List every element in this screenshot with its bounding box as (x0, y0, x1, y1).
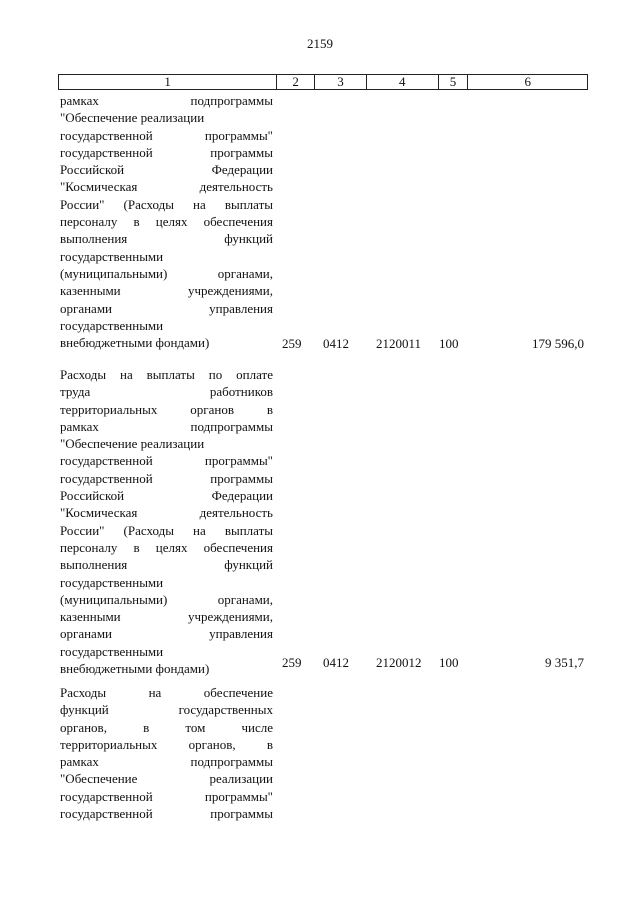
description-line: государственной программы" (60, 788, 273, 804)
table-header-row (58, 74, 588, 90)
description-line: труда работников (60, 384, 273, 400)
description-line: государственной программы" (60, 453, 273, 469)
description-line: персоналу в целях обеспечения (60, 214, 273, 230)
description-line: органами управления (60, 626, 273, 642)
description-line: России" (Расходы на выплаты (60, 196, 273, 212)
row-description (60, 684, 273, 822)
cell-amount: 179 596,0 (532, 336, 584, 351)
column-header-5: 5 (439, 75, 469, 89)
description-line: государственными (60, 574, 164, 590)
description-line: функций государственных (60, 702, 273, 718)
description-line: внебюджетными фондами) (60, 335, 210, 351)
column-header-4: 4 (367, 75, 439, 89)
description-line: Российской Федерации (60, 488, 273, 504)
description-line: территориальных органов в (60, 401, 273, 417)
cell-article: 2120012 (376, 655, 422, 670)
cell-section: 0412 (323, 655, 349, 670)
description-line: (муниципальными) органами, (60, 591, 273, 607)
description-line: выполнения функций (60, 557, 273, 573)
description-line: "Обеспечение реализации (60, 110, 205, 126)
description-line: России" (Расходы на выплаты (60, 522, 273, 538)
cell-code: 259 (282, 336, 302, 351)
description-line: органов, в том числе (60, 719, 273, 735)
column-header-1: 1 (59, 75, 277, 89)
description-line: государственными (60, 317, 164, 333)
description-line: казенными учреждениями, (60, 609, 273, 625)
description-line: государственной программы (60, 470, 273, 486)
description-line: государственными (60, 248, 164, 264)
description-line: Расходы на выплаты по оплате (60, 367, 273, 382)
description-line: персоналу в целях обеспечения (60, 539, 273, 555)
row-description (60, 366, 273, 677)
cell-article: 2120011 (376, 336, 422, 351)
cell-code: 259 (282, 655, 302, 670)
cell-amount: 9 351,7 (545, 655, 584, 670)
description-line: государственными (60, 643, 164, 659)
description-line: внебюджетными фондами) (60, 661, 210, 677)
description-line: "Обеспечение реализации (60, 436, 205, 452)
description-line: Расходы на обеспечение (60, 685, 273, 700)
column-header-6: 6 (524, 74, 531, 89)
description-line: (муниципальными) органами, (60, 265, 273, 281)
description-line: "Космическая деятельность (60, 179, 273, 195)
cell-section: 0412 (323, 336, 349, 351)
cell-expense-type: 100 (439, 655, 459, 670)
description-line: органами управления (60, 300, 273, 316)
cell-expense-type: 100 (439, 336, 459, 351)
row-description (60, 92, 273, 351)
description-line: государственной программы (60, 144, 273, 160)
description-line: Российской Федерации (60, 162, 273, 178)
description-line: рамках подпрограммы (60, 93, 273, 108)
column-header-3: 3 (315, 75, 367, 89)
column-header-2: 2 (277, 75, 315, 89)
description-line: территориальных органов, в (60, 736, 273, 752)
page-number: 2159 (307, 36, 333, 51)
description-line: рамках подпрограммы (60, 418, 273, 434)
description-line: государственной программы (60, 806, 273, 822)
description-line: "Космическая деятельность (60, 505, 273, 521)
description-line: "Обеспечение реализации (60, 771, 273, 787)
description-line: рамках подпрограммы (60, 754, 273, 770)
description-line: государственной программы" (60, 127, 273, 143)
description-line: казенными учреждениями, (60, 283, 273, 299)
description-line: выполнения функций (60, 231, 273, 247)
